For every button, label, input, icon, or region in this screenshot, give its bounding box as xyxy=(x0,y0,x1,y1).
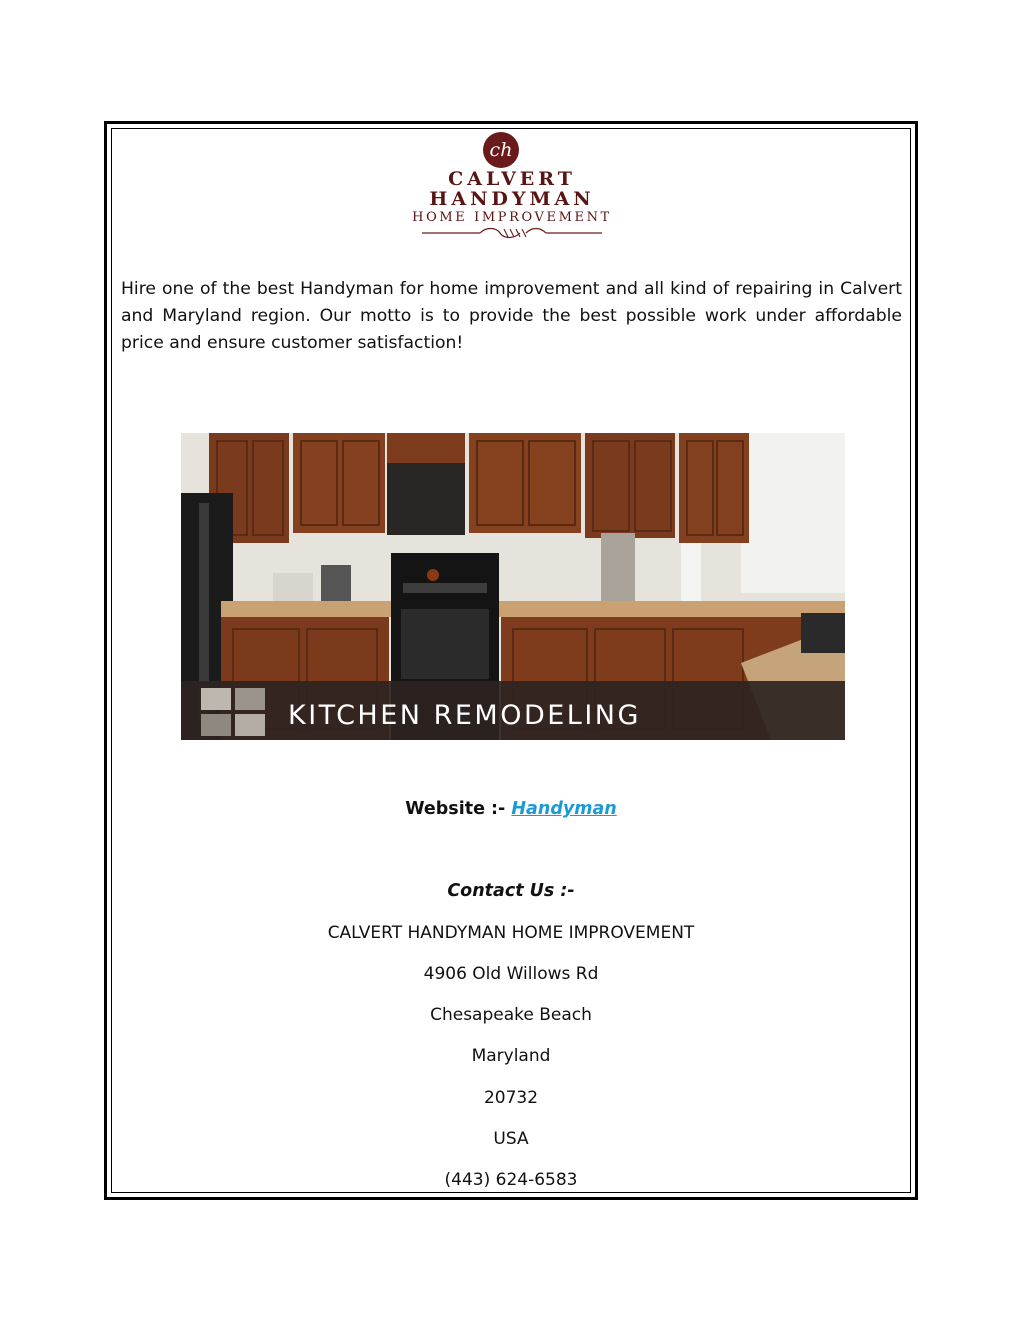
website-label: Website :- xyxy=(405,799,512,819)
monogram-icon xyxy=(482,131,520,169)
website-link[interactable]: Handyman xyxy=(511,799,617,819)
logo-line-calvert: CALVERT xyxy=(448,168,576,190)
company-name: CALVERT HANDYMAN HOME IMPROVEMENT xyxy=(327,923,695,943)
city: Chesapeake Beach xyxy=(430,1005,592,1025)
company-logo xyxy=(376,130,648,242)
country: USA xyxy=(493,1129,529,1149)
flourish-ornament-icon xyxy=(422,226,602,240)
intro-paragraph: Hire one of the best Handyman for home improvement and all kind of repairing in Calvert and Maryland region. Our motto is to provide the best possible work under affordable price and ensure customer satisfaction! xyxy=(121,279,902,353)
state: Maryland xyxy=(471,1046,551,1066)
kitchen-remodeling-photo xyxy=(181,433,845,740)
logo-line-handyman: HANDYMAN xyxy=(429,188,595,210)
contact-heading: Contact Us :- xyxy=(447,881,575,901)
photo-caption: KITCHEN REMODELING xyxy=(288,700,641,731)
zip-code: 20732 xyxy=(483,1088,539,1108)
logo-line-home-improvement: HOME IMPROVEMENT xyxy=(412,210,612,225)
website-line xyxy=(104,799,918,819)
street-address: 4906 Old Willows Rd xyxy=(423,964,599,984)
phone-number[interactable]: (443) 624-6583 xyxy=(444,1170,578,1190)
monogram-text: ch xyxy=(489,139,513,161)
kitchen-illustration xyxy=(181,433,845,740)
